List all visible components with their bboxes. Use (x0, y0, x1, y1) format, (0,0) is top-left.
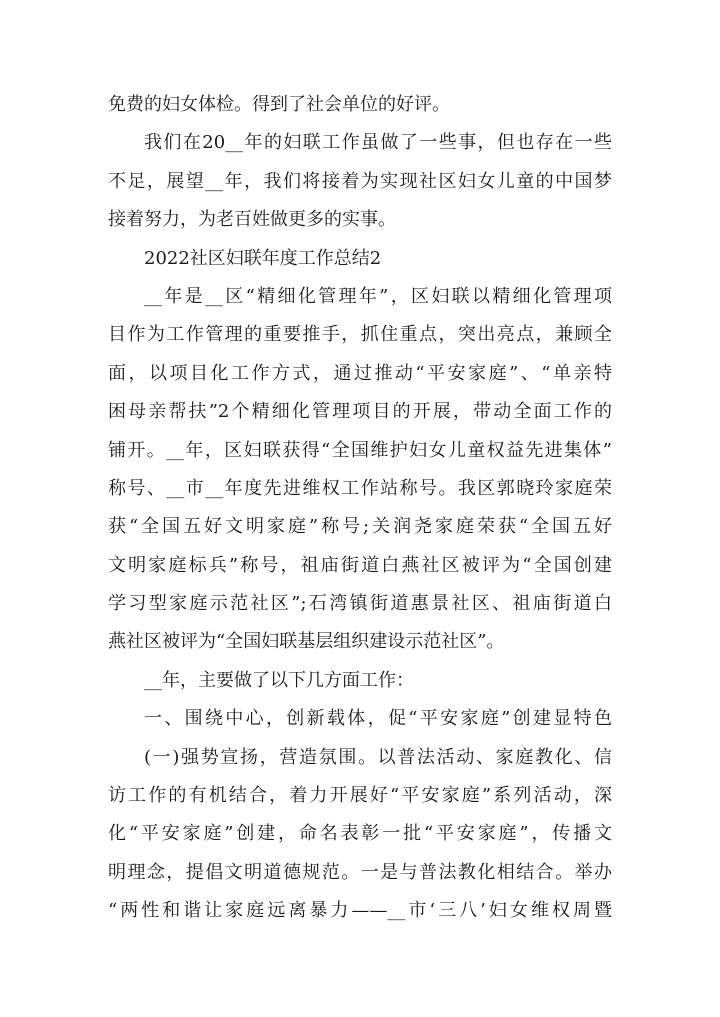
text-line: 铺开。__年，区妇联获得“全国维护妇女儿童权益先进集体” (108, 439, 612, 461)
text-line: 困母亲帮扶”2个精细化管理项目的开展，带动全面工作的 (108, 401, 612, 423)
text-line: 文明家庭标兵”称号，祖庙街道白燕社区被评为“全国创建 (108, 554, 612, 576)
text-line: 燕社区被评为“全国妇联基层组织建设示范社区”。 (108, 631, 505, 653)
text-line: “两性和谐让家庭远离暴力——__市‘三八’妇女维权周暨 (108, 900, 612, 922)
text-line: 称号、__市__年度先进维权工作站称号。我区郭晓玲家庭荣 (108, 477, 612, 499)
text-line: 目作为工作管理的重要推手，抓住重点，突出亮点，兼顾全 (108, 324, 612, 346)
text-line: 获“全国五好文明家庭”称号;关润尧家庭荣获“全国五好 (108, 516, 612, 538)
text-line: 访工作的有机结合，着力开展好“平安家庭”系列活动，深 (108, 785, 612, 807)
section-heading: 2022社区妇联年度工作总结2 (144, 247, 382, 269)
section-heading: 一、围绕中心，创新载体，促“平安家庭”创建显特色 (144, 708, 612, 730)
text-line: 接着努力，为老百姓做更多的实事。 (108, 209, 396, 231)
text-line: 不足，展望__年，我们将接着为实现社区妇女儿童的中国梦 (108, 170, 612, 192)
text-line: 化“平安家庭”创建，命名表彰一批“平安家庭”，传播文 (108, 823, 612, 845)
text-line: 明理念，提倡文明道德规范。一是与普法教化相结合。举办 (108, 861, 612, 883)
text-line: 免费的妇女体检。得到了社会单位的好评。 (108, 94, 450, 115)
text-line: (一)强势宣扬，营造氛围。以普法活动、家庭教化、信 (144, 746, 612, 768)
text-line: 学习型家庭示范社区”;石湾镇街道惠景社区、祖庙街道白 (108, 593, 612, 615)
document-body (108, 86, 612, 931)
text-line: __年，主要做了以下几方面工作： (144, 669, 414, 691)
text-line: __年是__区“精细化管理年”，区妇联以精细化管理项 (144, 285, 612, 307)
text-line: 面，以项目化工作方式，通过推动“平安家庭”、“单亲特 (108, 362, 612, 384)
text-line: 我们在20__年的妇联工作虽做了一些事，但也存在一些 (144, 132, 612, 154)
